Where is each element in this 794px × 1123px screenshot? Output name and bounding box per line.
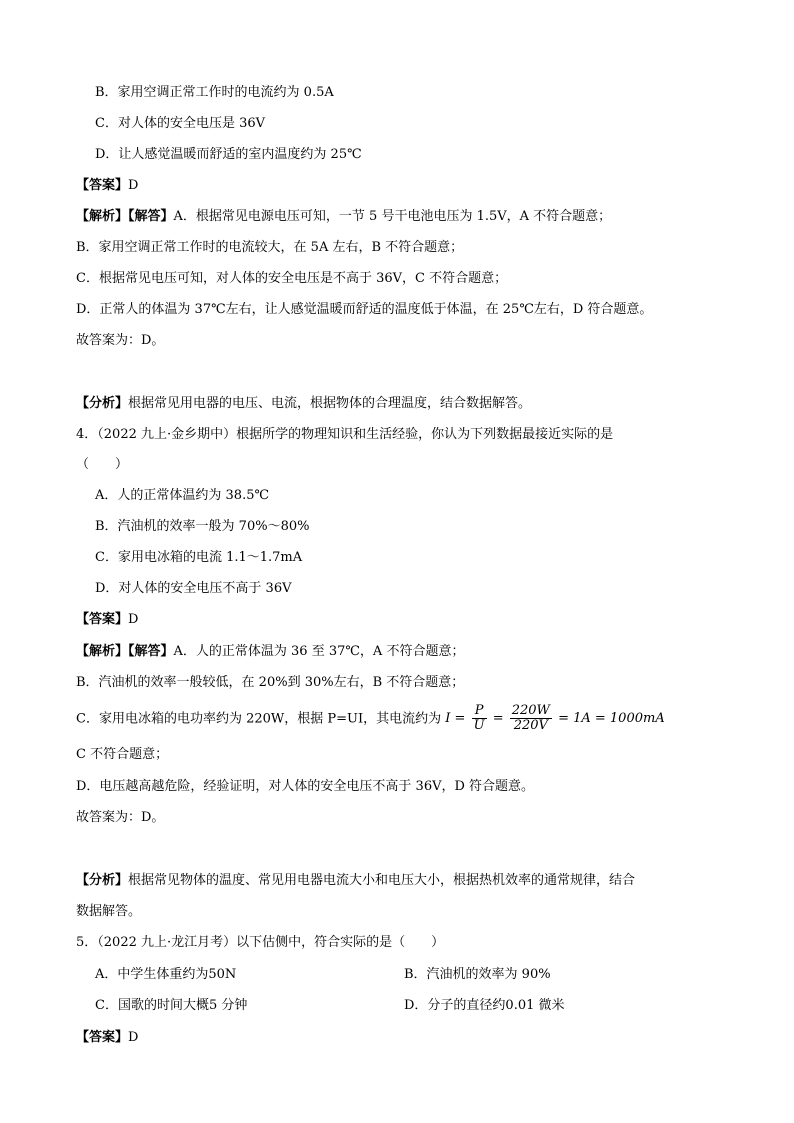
- q4-analysis-a: [76, 642, 464, 662]
- answer-label: 【答案】: [76, 178, 129, 193]
- fenxi-label: 【分析】: [76, 396, 129, 411]
- analysis-label: 【解析】【解答】: [76, 209, 174, 224]
- q4-option-d: D．对人体的安全电压不高于 36V: [95, 581, 292, 596]
- q3-conclusion: 故答案为：D。: [76, 333, 165, 348]
- q4-option-a: A．人的正常体温约为 38.5℃: [95, 488, 270, 503]
- fraction-numerator: 220W: [511, 703, 550, 718]
- q4-answer: [76, 610, 138, 630]
- q5-stem: 5．（2022 九上·龙江月考）以下估侧中，符合实际的是（ ）: [76, 935, 445, 950]
- q4-option-b: B．汽油机的效率一般为 70%～80%: [95, 519, 310, 534]
- q4-fenxi-cont: 数据解答。: [76, 904, 142, 919]
- q3-option-c: C．对人体的安全电压是 36V: [95, 116, 266, 131]
- fraction-numerator: P: [472, 704, 487, 719]
- q3-analysis-b: B．家用空调正常工作时的电流较大，在 5A 左右，B 不符合题意；: [76, 240, 464, 255]
- answer-label: 【答案】: [76, 1030, 129, 1045]
- answer-value: D: [128, 1030, 139, 1045]
- q5-answer: [76, 1028, 138, 1048]
- analysis-text: A．人的正常体温为 36 至 37℃，A 不符合题意；: [173, 644, 465, 659]
- formula-lhs: I =: [445, 711, 466, 726]
- fenxi-text: 根据常见用电器的电压、电流，根据物体的合理温度，结合数据解答。: [128, 396, 532, 411]
- q3-option-b: B．家用空调正常工作时的电流约为 0.5A: [95, 85, 334, 100]
- answer-value: D: [128, 612, 139, 627]
- q3-analysis-d: D．正常人的体温为 37℃左右，让人感觉温暖而舒适的温度低于体温，在 25℃左右，D 符合题意。: [76, 302, 653, 317]
- q4-analysis-b: B．汽油机的效率一般较低，在 20%到 30%左右，B 不符合题意；: [76, 675, 465, 690]
- analysis-label: 【解析】【解答】: [76, 644, 174, 659]
- q3-option-d: D．让人感觉温暖而舒适的室内温度约为 25℃: [95, 147, 362, 162]
- q5-option-a: A．中学生体重约为50N: [95, 967, 237, 982]
- q3-fenxi: [76, 394, 531, 414]
- formula-rhs: = 1A = 1000mA: [558, 711, 665, 726]
- q3-analysis-a: [76, 207, 611, 227]
- q5-option-b: B．汽油机的效率为 90%: [404, 967, 551, 982]
- fenxi-text: 根据常见物体的温度、常见用电器电流大小和电压大小，根据热机效率的通常规律，结合: [128, 873, 636, 888]
- answer-value: D: [128, 178, 139, 193]
- q4-paren: （ ）: [76, 457, 129, 472]
- q4-fenxi: [76, 871, 635, 891]
- analysis-text: A．根据常见电源电压可知，一节 5 号干电池电压为 1.5V，A 不符合题意；: [173, 209, 612, 224]
- q3-answer: [76, 176, 138, 196]
- q3-analysis-c: C．根据常见电压可知，对人体的安全电压是不高于 36V，C 不符合题意；: [76, 271, 508, 286]
- q5-option-c: C．国歌的时间大概5 分钟: [95, 998, 248, 1013]
- fraction-220w-over-220v: [510, 704, 552, 733]
- analysis-text: C．家用电冰箱的电功率约为 220W，根据 P=UI，其电流约为: [76, 711, 442, 727]
- fenxi-label: 【分析】: [76, 873, 129, 888]
- q4-option-c: C．家用电冰箱的电流 1.1～1.7mA: [95, 550, 303, 565]
- q4-analysis-d: D．电压越高越危险，经验证明，对人体的安全电压不高于 36V，D 符合题意。: [76, 779, 535, 794]
- answer-label: 【答案】: [76, 612, 129, 627]
- fraction-denominator: 220V: [513, 718, 548, 733]
- q5-option-d: D．分子的直径约0.01 微米: [404, 998, 565, 1013]
- fraction-p-over-u: [472, 704, 487, 733]
- q4-analysis-c: [76, 703, 665, 736]
- formula-equals: =: [492, 711, 504, 726]
- q4-conclusion: 故答案为：D。: [76, 810, 165, 825]
- current-formula: [445, 703, 664, 735]
- fraction-denominator: U: [473, 718, 485, 733]
- q4-stem: 4．（2022 九上·金乡期中）根据所学的物理知识和生活经验，你认为下列数据最接近实际的是: [76, 427, 614, 442]
- q4-analysis-c-cont: C 不符合题意；: [76, 747, 169, 762]
